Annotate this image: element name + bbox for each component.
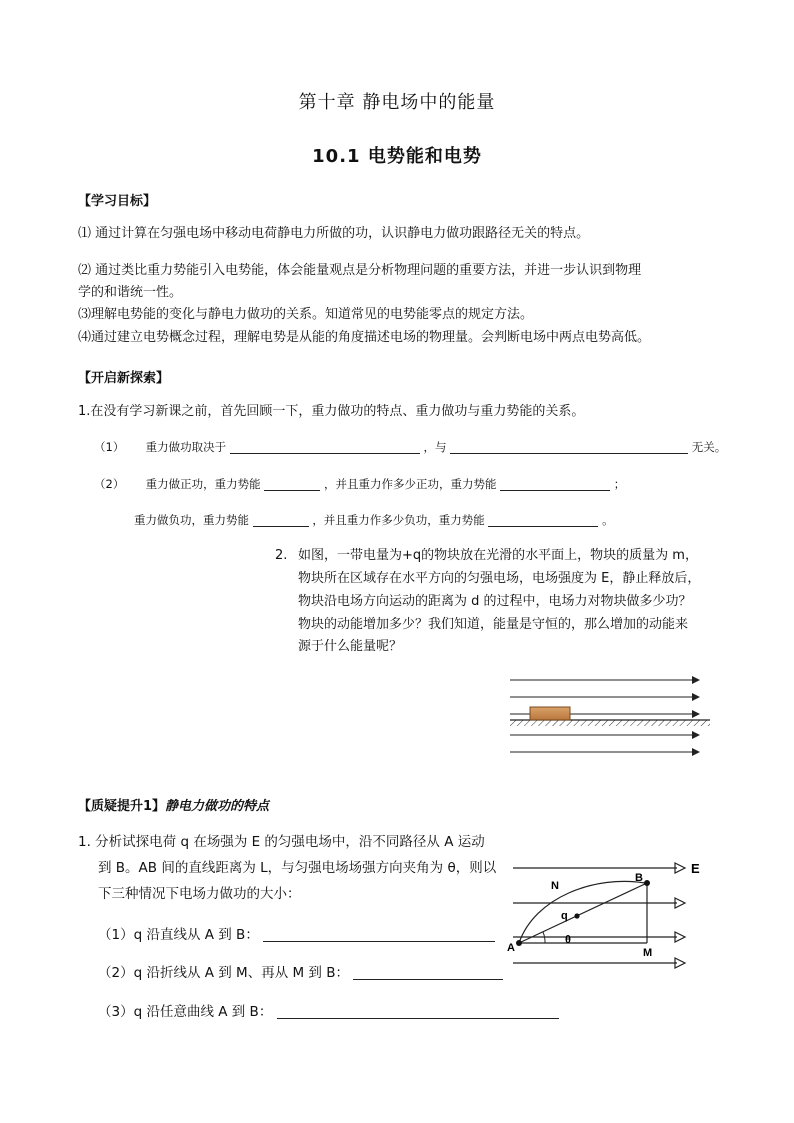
- block-field-figure: [500, 665, 710, 765]
- charge-q: [574, 913, 579, 918]
- field-line-1: [510, 676, 700, 684]
- label-A: A: [507, 942, 515, 954]
- upgrade-heading: [78, 795, 269, 814]
- path-field-figure: [505, 855, 715, 980]
- explore-q1-2: [94, 476, 625, 492]
- sub-1-text: （1）q 沿直线从 A 到 B：: [98, 927, 259, 943]
- upgrade-q1-line-3: 下三种情况下电场力做功的大小：: [98, 886, 301, 902]
- q1-2-number: （2）: [94, 477, 125, 491]
- explore-heading: 【开启新探索】: [78, 371, 170, 386]
- sub-2-blank[interactable]: [353, 965, 503, 980]
- label-M: M: [643, 947, 653, 959]
- q1-1-text-a: 重力做功取决于: [145, 440, 227, 454]
- point-A: [516, 940, 522, 946]
- q1-1-blank-b[interactable]: [450, 439, 688, 454]
- explore-q1-3: [134, 512, 614, 528]
- q1-2-blank-b[interactable]: [500, 476, 610, 491]
- goal-item-3: ⑶理解电势能的变化与静电力做功的关系。知道常见的电势能零点的规定方法。: [78, 307, 534, 322]
- upgrade-q1-line-2: 到 B。AB 间的直线距离为 L，与匀强电场场强方向夹角为 θ，则以: [98, 860, 497, 876]
- goal-item-2: ⑵ 通过类比重力势能引入电势能，体会能量观点是分析物理问题的重要方法，并进一步认识到物理: [78, 263, 642, 278]
- explore-q2-line-1: 如图，一带电量为+q的物块放在光滑的水平面上，物块的质量为 m，: [298, 548, 698, 563]
- label-N: N: [551, 880, 559, 892]
- q1-2-text-b: ，并且重力作多少正功，重力势能: [323, 477, 497, 491]
- upgrade-heading-label: 【质疑提升1】: [78, 799, 166, 814]
- field-arrow-top: [513, 863, 685, 873]
- field-line-4: [510, 731, 700, 739]
- block: [530, 707, 570, 720]
- q1-1-text-b: ，与: [423, 440, 447, 454]
- q1-2-text-a: 重力做正功，重力势能: [145, 477, 261, 491]
- section-title: 10.1 电势能和电势: [312, 146, 482, 167]
- sub-1-blank[interactable]: [263, 927, 495, 942]
- q1-1-blank-a[interactable]: [230, 439, 420, 454]
- goal-item-2-cont: 学的和谐统一性。: [78, 285, 183, 300]
- sub-3-text: （3）q 沿任意曲线 A 到 B：: [98, 1004, 273, 1020]
- upgrade-sub-3: [98, 1002, 559, 1022]
- label-theta: θ: [565, 934, 571, 946]
- label-q: q: [561, 910, 568, 922]
- q1-3-text-b: ，并且重力作多少负功，重力势能: [312, 513, 485, 527]
- goal-item-4: ⑷通过建立电势概念过程，理解电势是从能的角度描述电场的物理量。会判断电场中两点电势高低。: [78, 330, 651, 345]
- explore-question-1: 1.在没有学习新课之前，首先回顾一下，重力做功的特点、重力做功与重力势能的关系。: [78, 404, 585, 419]
- point-B: [644, 880, 650, 886]
- field-line-2: [510, 693, 700, 701]
- upgrade-q1-line-1: 1. 分析试探电荷 q 在场强为 E 的匀强电场中，沿不同路径从 A 运动: [78, 834, 485, 850]
- chapter-title: 第十章 静电场中的能量: [298, 92, 496, 113]
- sub-3-blank[interactable]: [277, 1004, 559, 1019]
- q1-2-blank-a[interactable]: [264, 476, 320, 491]
- explore-q2-line-2: 物块所在区域存在水平方向的匀强电场，电场强度为 E，静止释放后，: [298, 571, 701, 586]
- field-arrow-2: [513, 898, 685, 908]
- field-arrow-4: [513, 958, 685, 968]
- q1-3-text-c: 。: [602, 513, 614, 527]
- q1-3-blank-b[interactable]: [488, 512, 598, 527]
- upgrade-heading-topic: 静电力做功的特点: [165, 799, 270, 814]
- q1-3-text-a: 重力做负功，重力势能: [134, 513, 249, 527]
- q1-2-text-c: ；: [613, 477, 626, 491]
- explore-q2-line-4: 物块的动能增加多少？我们知道，能量是守恒的，那么增加的动能来: [298, 617, 689, 632]
- upgrade-sub-1: [98, 925, 495, 945]
- upgrade-sub-2: [98, 963, 503, 983]
- label-B: B: [635, 872, 643, 884]
- explore-q2-line-3: 物块沿电场方向运动的距离为 d 的过程中，电场力对物块做多少功？: [298, 594, 692, 609]
- ground-hatch: [510, 720, 710, 726]
- explore-q2-number: 2.: [275, 548, 288, 563]
- goals-heading: 【学习目标】: [78, 194, 157, 209]
- sub-2-text: （2）q 沿折线从 A 到 M、再从 M 到 B：: [98, 965, 349, 981]
- q1-3-blank-a[interactable]: [253, 512, 309, 527]
- explore-q1-1: [94, 439, 726, 455]
- goal-item-1: ⑴ 通过计算在匀强电场中移动电荷静电力所做的功，认识静电力做功跟路径无关的特点。: [78, 226, 590, 241]
- q1-1-number: （1）: [94, 440, 125, 454]
- q1-1-text-c: 无关。: [691, 440, 727, 454]
- explore-q2-line-5: 源于什么能量呢？: [298, 639, 403, 654]
- field-line-5: [510, 748, 700, 756]
- label-E: E: [691, 861, 700, 876]
